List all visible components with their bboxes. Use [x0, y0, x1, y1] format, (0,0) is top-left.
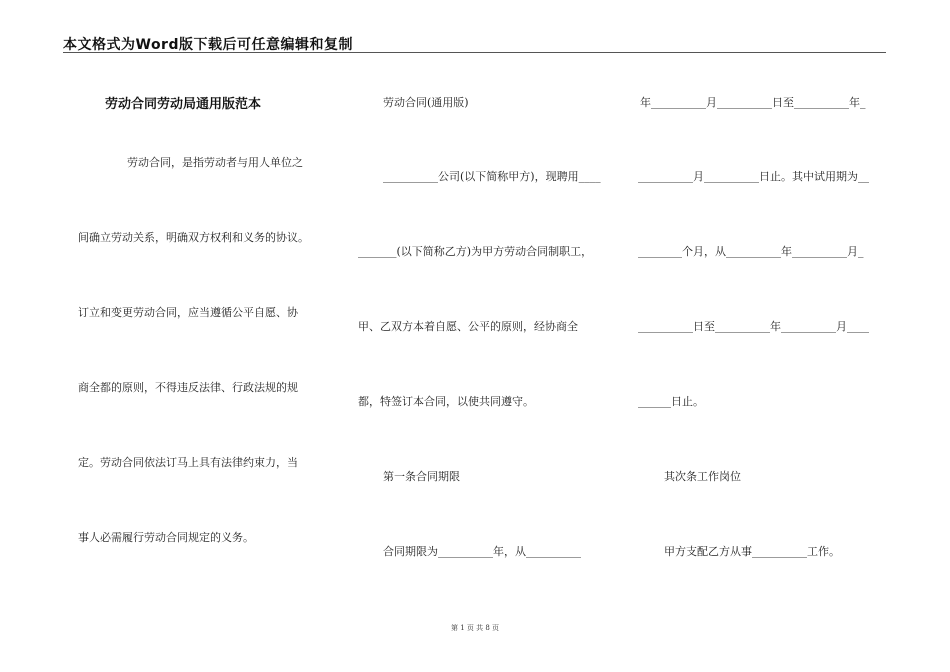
paragraph-line: __________日至__________年__________月____: [638, 320, 869, 333]
section-heading: 其次条工作岗位: [664, 470, 741, 483]
paragraph-line: 劳动合同(通用版): [383, 96, 469, 109]
paragraph-line: 甲、乙双方本着自愿、公平的原则，经协商全: [358, 320, 578, 333]
paragraph-line: 商全都的原则，不得违反法律、行政法规的规: [78, 381, 298, 394]
paragraph-line: 事人必需履行劳动合同规定的义务。: [78, 531, 254, 544]
document-header-banner: 本文格式为Word版下载后可任意编辑和复制: [63, 37, 353, 53]
section-heading: 第一条合同期限: [383, 470, 460, 483]
paragraph-line: ______日止。: [638, 395, 704, 408]
paragraph-line: 劳动合同，是指劳动者与用人单位之: [127, 156, 303, 169]
paragraph-line: ________个月，从__________年__________月_: [638, 245, 864, 258]
header-divider: [63, 52, 886, 53]
paragraph-line: 甲方支配乙方从事__________工作。: [664, 545, 840, 558]
paragraph-line: 定。劳动合同依法订马上具有法律约束力，当: [78, 456, 298, 469]
paragraph-line: __________月__________日止。其中试用期为__: [638, 170, 869, 183]
page-number-footer: 第 1 页 共 8 页: [450, 624, 500, 632]
paragraph-line: _______(以下简称乙方)为甲方劳动合同制职工，: [358, 245, 593, 258]
paragraph-line: 订立和变更劳动合同，应当遵循公平自愿、协: [78, 306, 298, 319]
paragraph-line: 都，特签订本合同，以使共同遵守。: [358, 395, 534, 408]
paragraph-line: __________公司(以下简称甲方)，现聘用____: [383, 170, 601, 183]
paragraph-line: 合同期限为__________年，从__________: [383, 545, 581, 558]
document-title: 劳动合同劳动局通用版范本: [105, 97, 262, 112]
paragraph-line: 年__________月__________日至__________年_: [640, 96, 866, 109]
paragraph-line: 间确立劳动关系，明确双方权利和义务的协议。: [78, 231, 309, 244]
